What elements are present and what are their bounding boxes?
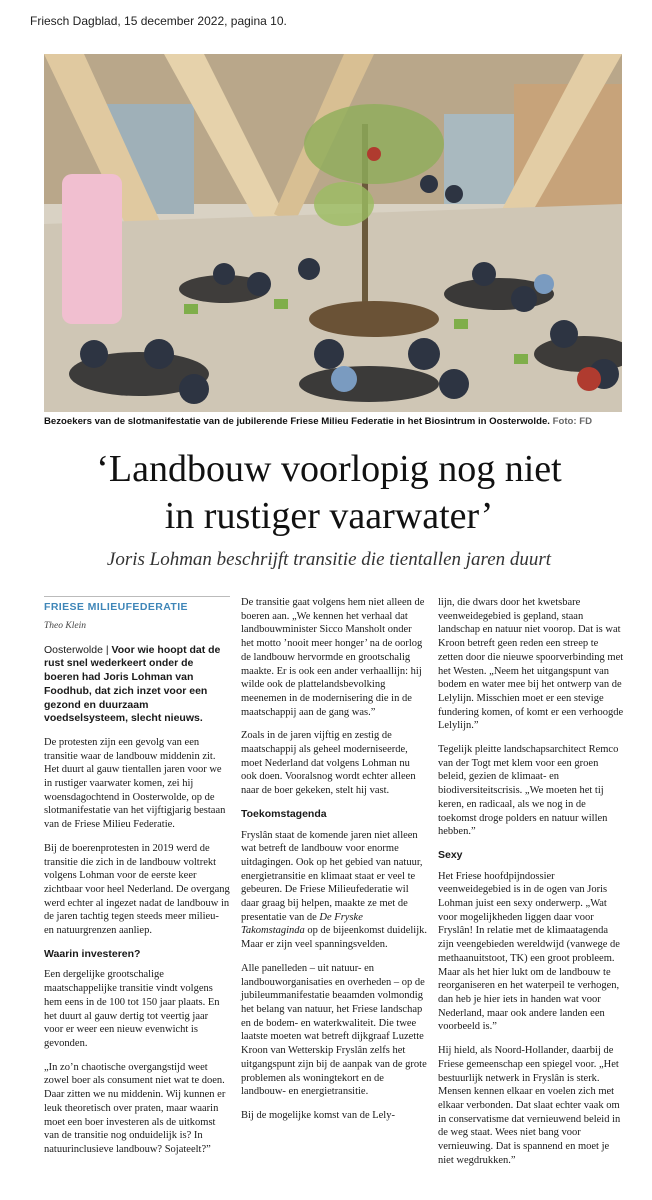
article-photo [44,54,622,412]
publication-title: De Fryske Takomstagindа [241,911,363,937]
headline-line-1: ‘Landbouw voorlopig nog niet [96,448,562,490]
newspaper-source-line: Friesch Dagblad, 15 december 2022, pagina 10. [30,14,287,28]
article-column-2 [241,596,427,1133]
headline-line-2: in rustiger vaarwater’ [164,495,494,537]
paragraph: De transitie gaat volgens hem niet alleen de boeren aan. „We kennen het verhaal dat landbouwminister Sicco Mansholt onder het motto ’nooit meer honger’ na de oorlog de landbouw hervormde en grootschalig maakte. Er is ook een ander verhaallijn: hij wilde ook de plattelandsbevolking meenemen in de modernisering die in de maatschappij aan de gang was.” [241,597,425,718]
paragraph: Bij de mogelijke komst van de Lely- [241,1109,395,1121]
paragraph: De protesten zijn een gevolg van een transitie waar de landbouw middenin zit. Het duurt al gauw tientallen jaren voor we in rustiger vaarwater komen, zei hij woensdagochtend in Oosterwolde, op de slotmanifestatie van het vijftigjarig bestaan van de Friese Milieu Federatie. [44,736,226,831]
photo-credit: Foto: FD [552,416,593,427]
subtitle: Joris Lohman beschrijft transitie die tientallen jaren duurt [106,549,552,570]
paragraph: Zoals in de jaren vijftig en zestig de maatschappij als geheel moderniseerde, moet Nederland dat volgens Lohman nu ook doen. Vooralsnog wordt echter alleen naar de boer gekeken, stelt hij vast. [241,730,416,797]
headline [40,446,618,540]
section-label: FRIESE MILIEUFEDERATIE [44,601,188,613]
byline: Theo Klein [44,621,86,631]
subheading: Sexy [438,848,463,861]
dateline: Oosterwolde | [44,643,109,656]
paragraph: lijn, die dwars door het kwetsbare veenweidegebied is gepland, staan landschap en natuur niet voorop. Dat is wat Kroon betreft geen reden een streep te zetten door die nieuwe spoorverbinding met het Westen. „Neem het uitgangspunt van bodem en water mee bij het ontwerp van de Lelylijn. Misschien moet er een stevige fundering komen, of komt er een verhoogde Lelylijn.” [438,597,624,732]
paragraph: Een dergelijke grootschalige maatschappelijke transitie vindt volgens hem eens in de 100 tot 150 jaar plaats. En het duurt al gauw dertig tot veertig jaar voor er weer een nieuw evenwicht is gevonden. [44,969,220,1049]
photo-illustration [44,54,622,412]
paragraph [241,829,427,952]
paragraph: Tegelijk pleitte landschapsarchitect Remco van der Togt met klem voor een groen beleid, gezien de klimaat- en biodiversiteitscrisis. „We moeten het tij keren, en radicaal, als we nog in de toekomst droge polders en natuur willen hebben.” [438,744,619,838]
paragraph: Bij de boerenprotesten in 2019 werd de transitie die zich in de landbouw voltrekt volgens Lohman voor de eerste keer zichtbaar voor heel Nederland. De overgang werd echter al ingezet nadat de landbouw in de jaren tachtig tegen steeds meer milieu- en natuurgrenzen aanliep. [44,842,230,937]
photo-caption [44,416,622,427]
paragraph: Het Friese hoofdpijndossier veenweidegebied is in de ogen van Joris Lohman juist een sexy onderwerp. „Wat voor mogelijkheden liggen daar voor Fryslân! In relatie met de klimaatagenda zijn veengebieden wereldwijd (vanwege de methaanuitstoot, TK) een groot probleem. Maar als het hier lukt om de landbouw te reorganiseren en het waterpeil te verhogen, dan heb je hier iets in handen wat voor Nederland, maar ook andere landen een voorbeeld is.” [438,870,620,1033]
paragraph: „In zo’n chaotische overgangstijd weet zowel boer als consument niet wat te doen. Daar zitten we nu middenin. Wij kunnen er leuk theoretisch over praten, maar waarin moet een boer investeren als de uitkomst van de transitie nog onduidelijk is? In natuurinclusieve landbouw? Sojateelt?” [44,1061,226,1155]
article-column-1 [44,596,230,1167]
lead-text: Voor wie hoopt dat de rust snel wederkeert onder de boeren had Joris Lohman van Foodhub, dat zich inzet voor een gezond en duurzaam voedselsysteem, slecht nieuws. [44,643,221,725]
paragraph: Alle panelleden – uit natuur- en landbouworganisaties en overheden – op de jubileummanifestatie beaamden volmondig het belang van natuur, het Friese landschap en de bodem- en waterkwaliteit. Die twee laatste moeten wat betreft dijkgraaf Luzette Kroon van Wetterskip Fryslân zelfs het uitgangspunt zijn bij de aanpak van de grote problemen als woningtekort en de landbouw- en energietransitie. [241,962,427,1098]
paragraph: Hij hield, als Noord-Hollander, daarbij de Friese gemeenschap een spiegel voor. „Het bestuurlijk netwerk in Fryslân is sterk. Mensen kennen elkaar en voelen zich met elkaar verbonden. Dat slaat echter vaak om in conservatisme dat vernieuwend beleid in de weg staat. Wees niet bang voor vernieuwing. Dat is spannend en moet je niet wegdrukken.” [438,1045,621,1166]
section-divider [44,596,230,597]
caption-text: Bezoekers van de slotmanifestatie van de jubilerende Friese Milieu Federatie in het Biosintrum in Oosterwolde. [44,416,550,427]
article-column-3 [438,596,624,1177]
paragraph-text: op de bijeenkomst duidelijk. Maar er zijn veel spanningsvelden. [241,925,427,951]
lead-paragraph [44,644,230,726]
subheading: Toekomstagenda [241,807,327,820]
subheading: Waarin investeren? [44,947,141,960]
paragraph-text: Fryslân staat de komende jaren niet alleen wat betreft de landbouw voor enorme uitdagingen. Ook op het gebied van natuur, energietransitie en klimaat staat er veel te gebeuren. De Friese Milieufederatie wil daar graag bij helpen, maakte ze met de presentatie van de [241,829,423,923]
